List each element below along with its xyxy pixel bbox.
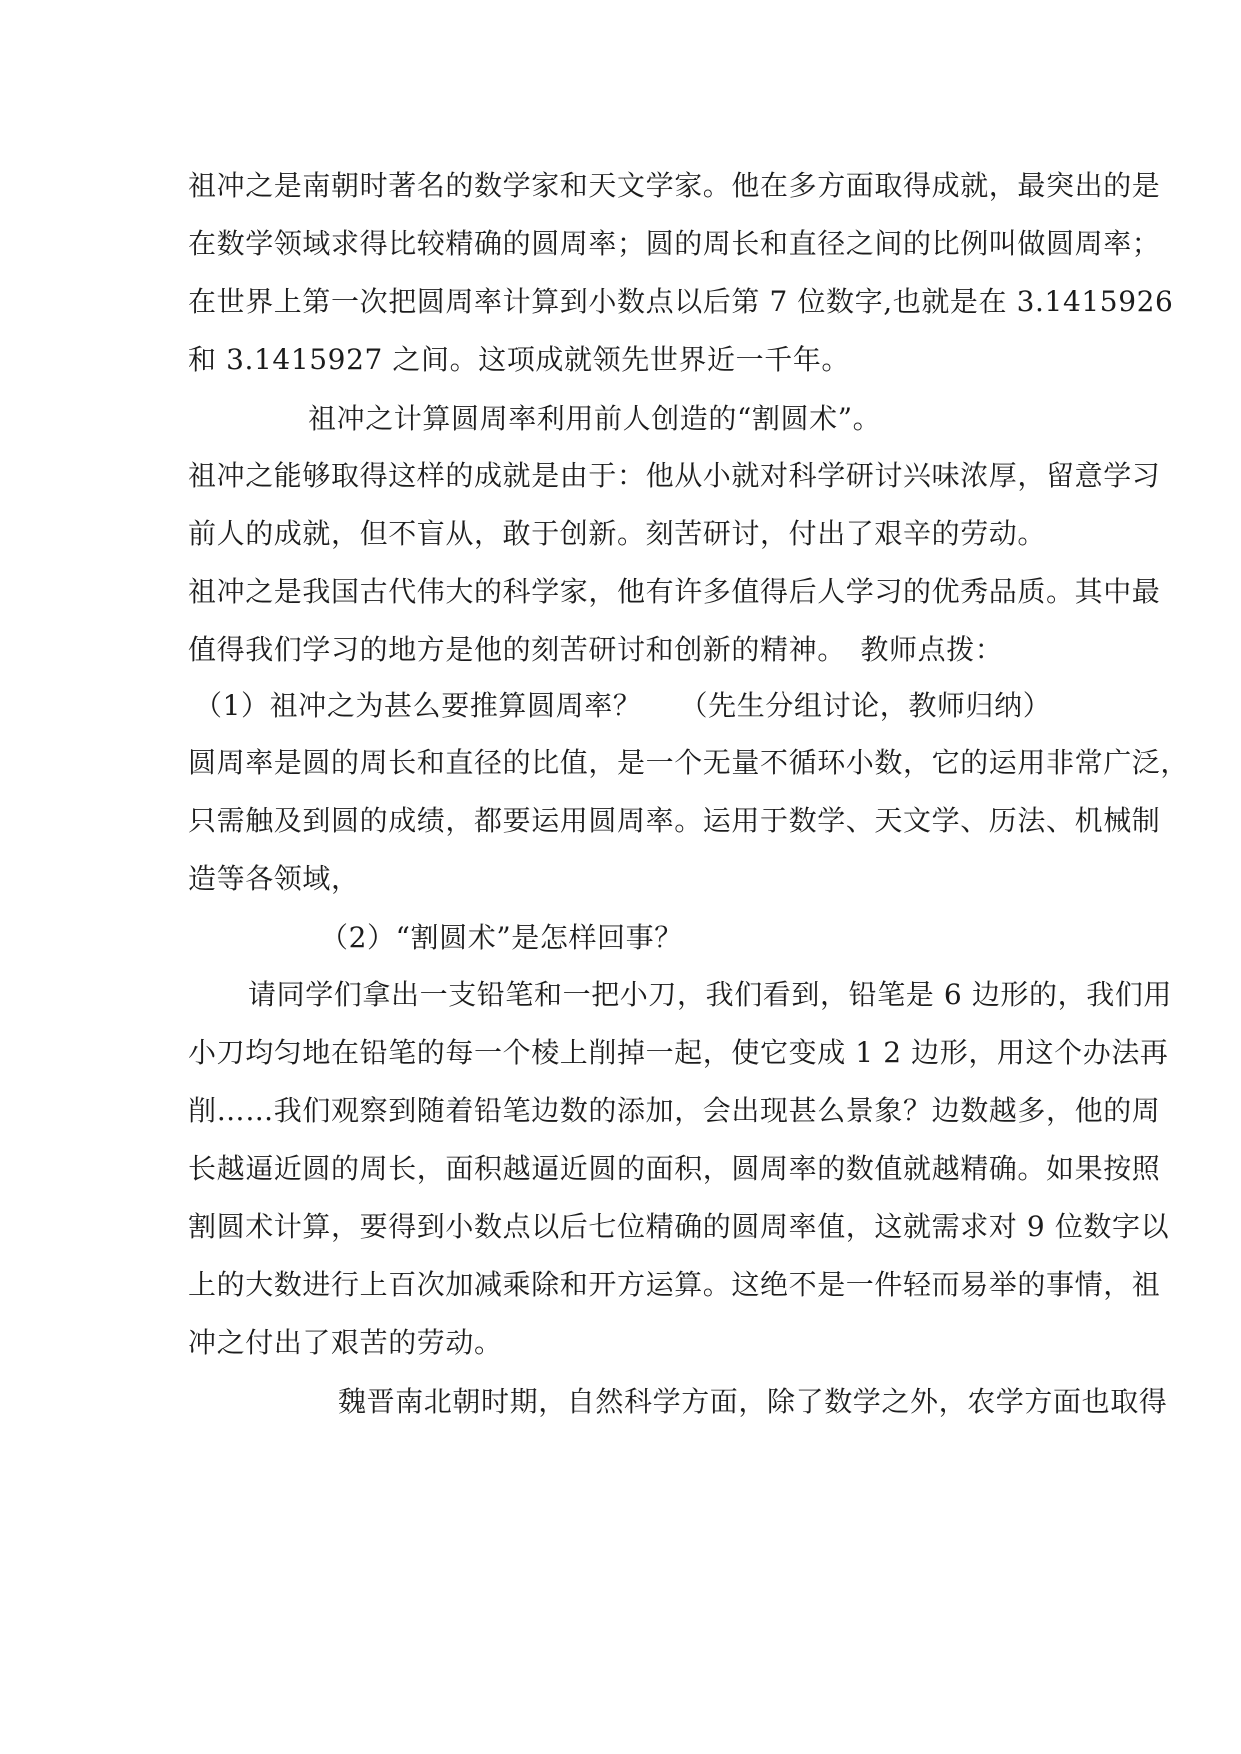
paragraph-line: 小刀均匀地在铅笔的每一个棱上削掉一起，使它变成 1 2 边形，用这个办法再 [188, 1036, 1169, 1069]
paragraph-line: 祖冲之是我国古代伟大的科学家，他有许多值得后人学习的优秀品质。其中最 [188, 575, 1161, 608]
paragraph-line: 冲之付出了艰苦的劳动。 [188, 1326, 503, 1359]
paragraph-line: 前人的成就，但不盲从，敢于创新。刻苦研讨，付出了艰辛的劳动。 [188, 517, 1047, 550]
paragraph-line: 在世界上第一次把圆周率计算到小数点以后第 7 位数字,也就是在 3.1415926 [188, 285, 1174, 318]
paragraph-line: 请同学们拿出一支铅笔和一把小刀，我们看到，铅笔是 6 边形的，我们用 [248, 978, 1173, 1011]
paragraph-line: 在数学领域求得比较精确的圆周率；圆的周长和直径之间的比例叫做圆周率； [188, 227, 1161, 260]
paragraph-line: 造等各领域， [188, 862, 360, 895]
paragraph-line: 祖冲之能够取得这样的成就是由于：他从小就对科学研讨兴味浓厚，留意学习 [188, 459, 1161, 492]
paragraph-line: 上的大数进行上百次加减乘除和开方运算。这绝不是一件轻而易举的事情，祖 [188, 1268, 1161, 1301]
paragraph-line: 割圆术计算，要得到小数点以后七位精确的圆周率值，这就需求对 9 位数字以 [188, 1210, 1170, 1243]
paragraph-line: 和 3.1415927 之间。这项成就领先世界近一千年。 [188, 343, 851, 376]
paragraph-line: 削……我们观察到随着铅笔边数的添加，会出现甚么景象？边数越多，他的周 [188, 1094, 1161, 1127]
paragraph-line: 圆周率是圆的周长和直径的比值，是一个无量不循环小数，它的运用非常广泛， [188, 746, 1190, 779]
paragraph-line: （2）“割圆术”是怎样回事？ [320, 921, 683, 954]
paragraph-line: 祖冲之计算圆周率利用前人创造的“割圆术”。 [308, 402, 882, 435]
paragraph-line: 只需触及到圆的成绩，都要运用圆周率。运用于数学、天文学、历法、机械制 [188, 804, 1161, 837]
paragraph-line: 魏晋南北朝时期，自然科学方面，除了数学之外，农学方面也取得 [338, 1385, 1168, 1418]
paragraph-line: 值得我们学习的地方是他的刻苦研讨和创新的精神。 教师点拨： [188, 633, 1004, 666]
paragraph-line: （1）祖冲之为甚么要推算圆周率？ （先生分组讨论，教师归纳） [194, 689, 1052, 722]
paragraph-line: 祖冲之是南朝时著名的数学家和天文学家。他在多方面取得成就，最突出的是 [188, 169, 1161, 202]
paragraph-line: 长越逼近圆的周长，面积越逼近圆的面积，圆周率的数值就越精确。如果按照 [188, 1152, 1161, 1185]
